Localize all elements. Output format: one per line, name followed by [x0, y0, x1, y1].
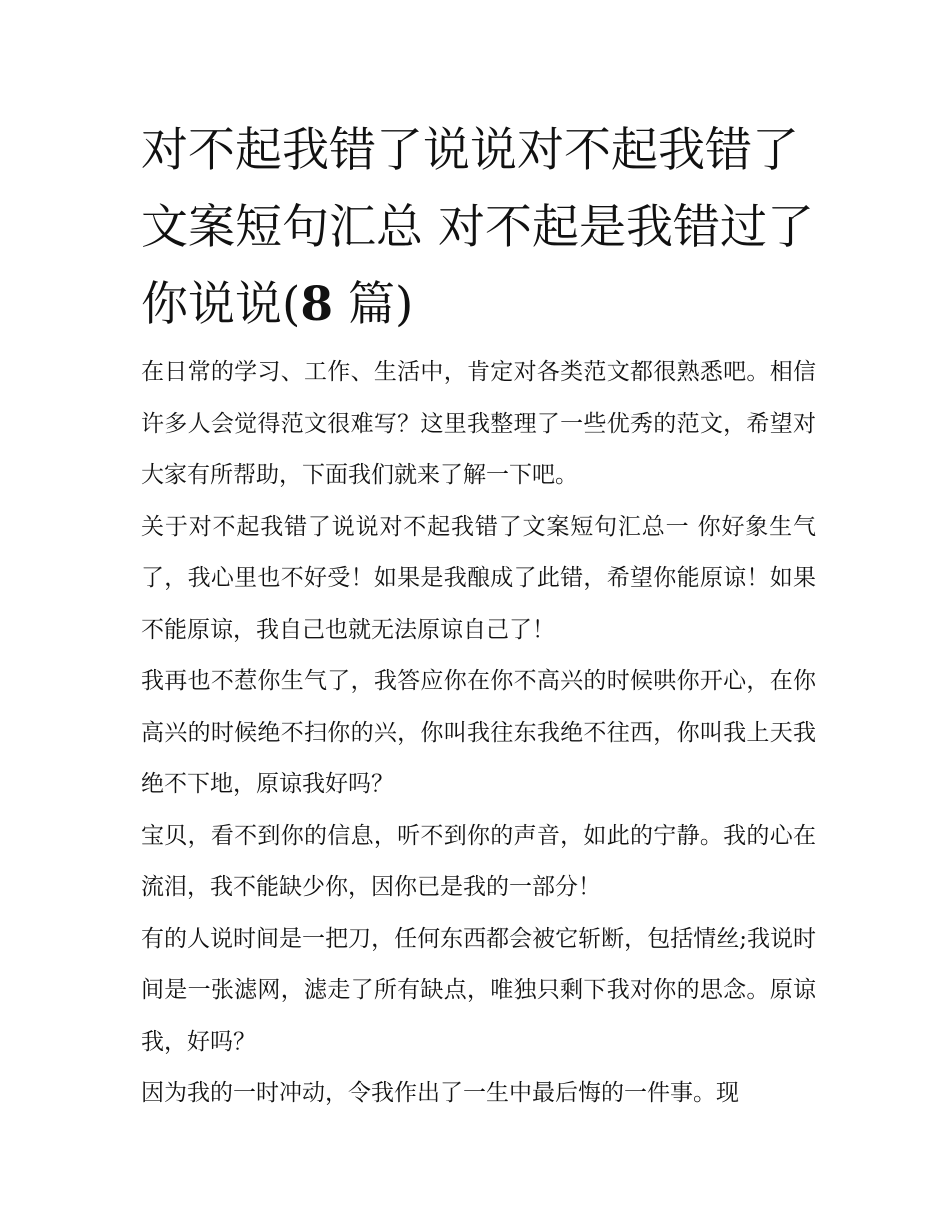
body-paragraph: 因为我的一时冲动，令我作出了一生中最后悔的一件事。现 [141, 1080, 739, 1106]
document-title [141, 112, 816, 343]
body-paragraph: 宝贝，看不到你的信息，听不到你的声音，如此的宁静。我的心在流泪，我不能缺少你，因你已是我的一部分！ [141, 822, 816, 900]
body-paragraph: 关于对不起我错了说说对不起我错了文案短句汇总一 你好象生气了，我心里也不好受！如果是我酿成了此错，希望你能原谅！如果不能原谅，我自己也就无法原谅自己了！ [141, 513, 816, 643]
document-content [141, 112, 816, 1120]
body-paragraph: 我再也不惹你生气了，我答应你在你不高兴的时候哄你开心，在你高兴的时候绝不扫你的兴，你叫我往东我绝不往西，你叫我上天我绝不下地，原谅我好吗？ [141, 668, 816, 797]
title-main: 对不起我错了说说对不起我错了文案短句汇总 对不起是我错过了你说说( [141, 123, 814, 332]
body-paragraph: 有的人说时间是一把刀，任何东西都会被它斩断，包括情丝;我说时间是一张滤网，滤走了所有缺点，唯独只剩下我对你的思念。原谅我，好吗？ [141, 925, 816, 1055]
document-body [141, 347, 816, 1120]
title-count: 8 [300, 277, 334, 332]
title-suffix: 篇) [333, 277, 414, 332]
intro-paragraph: 在日常的学习、工作、生活中，肯定对各类范文都很熟悉吧。相信许多人会觉得范文很难写？这里我整理了一些优秀的范文，希望对大家有所帮助，下面我们就来了解一下吧。 [141, 359, 816, 488]
